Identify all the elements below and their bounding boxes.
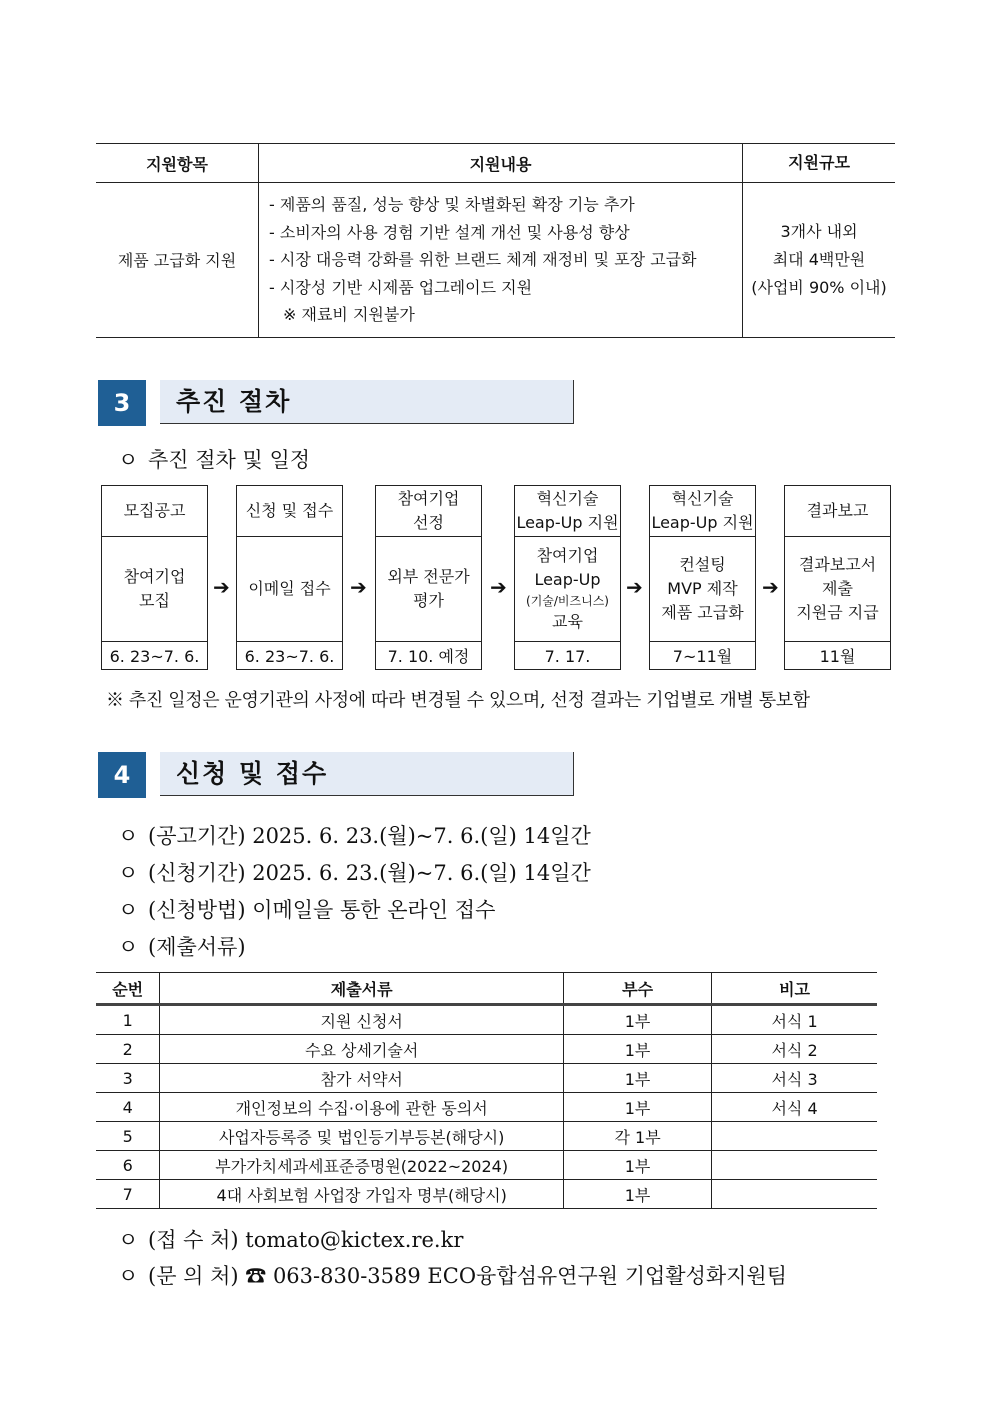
step-body: 지원금 지급 (796, 603, 879, 622)
support-scale (743, 183, 896, 338)
step-body: 결과보고서 (798, 555, 877, 574)
bullet-receipt (118, 1224, 463, 1254)
support-content-line: - 시장성 기반 시제품 업그레이드 지원 (269, 277, 533, 297)
support-item-name: 제품 고급화 지원 (96, 183, 259, 338)
section-title: 신청 및 접수 (160, 752, 574, 796)
step-head: 혁신기술 (671, 489, 734, 508)
header-support-item: 지원항목 (96, 144, 259, 183)
header-copies: 부수 (564, 973, 712, 1005)
step-body: 평가 (413, 591, 444, 610)
step-date: 7~11월 (672, 647, 733, 666)
step-body: 제출 (822, 579, 853, 598)
step-body: MVP 제작 (667, 579, 738, 598)
step-body: 참여기업 (123, 567, 186, 586)
header-no: 순번 (96, 973, 160, 1005)
arrow-right-icon: ➔ (213, 575, 230, 599)
bullet-apply-period: ㅇ (신청기간) 2025. 6. 23.(월)~7. 6.(일) 14일간 (118, 857, 591, 887)
step-body: 외부 전문가 (387, 567, 470, 586)
step-head: 참여기업 (397, 489, 460, 508)
support-scale-line: 최대 4백만원 (772, 249, 866, 269)
support-table (96, 143, 895, 338)
flow-step (101, 485, 208, 670)
step-head: 혁신기술 (536, 489, 599, 508)
step-date: 11월 (819, 647, 856, 666)
step-date: 6. 23~7. 6. (244, 647, 335, 666)
step-head: Leap-Up 지원 (516, 513, 619, 532)
arrow-right-icon: ➔ (762, 575, 779, 599)
step-body-small: (기술/비즈니스) (526, 594, 609, 608)
support-content-list (259, 183, 743, 338)
section-title: 추진 절차 (160, 380, 574, 424)
receipt-email: (접 수 처) tomato@kictex.re.kr (148, 1228, 464, 1252)
step-date: 6. 23~7. 6. (109, 647, 200, 666)
table-row: 3 참가 서약서 1부 서식 3 (96, 1064, 877, 1093)
table-row: 5 사업자등록증 및 법인등기부등본(해당시) 각 1부 (96, 1122, 877, 1151)
step-head: 신청 및 접수 (245, 501, 334, 520)
step-body: 컨설팅 (679, 555, 726, 574)
table-row: 7 4대 사회보험 사업장 가입자 명부(해당시) 1부 (96, 1180, 877, 1209)
table-row: 2 수요 상세기술서 1부 서식 2 (96, 1035, 877, 1064)
schedule-notice: ※ 추진 일정은 운영기관의 사정에 따라 변경될 수 있으며, 선정 결과는 기업별로 개별 통보함 (106, 690, 810, 711)
bullet-inquiry (118, 1260, 787, 1290)
support-scale-line: 3개사 내외 (780, 221, 858, 241)
step-body: 참여기업 (536, 546, 599, 565)
step-date: 7. 17. (544, 647, 591, 666)
bullet-mark: ㅇ (118, 448, 139, 472)
arrow-right-icon: ➔ (490, 575, 507, 599)
bullet-documents: ㅇ (제출서류) (118, 931, 246, 961)
section-number: 4 (98, 752, 146, 798)
support-scale-line: (사업비 90% 이내) (751, 277, 887, 297)
step-head: 선정 (413, 513, 444, 532)
table-row: 6 부가가치세과세표준증명원(2022~2024) 1부 (96, 1151, 877, 1180)
bullet-mark: ㅇ (118, 935, 139, 959)
flow-step (375, 485, 482, 670)
bullet-mark: ㅇ (118, 1264, 139, 1288)
header-remarks: 비고 (712, 973, 877, 1005)
step-body: 모집 (139, 591, 170, 610)
support-content-line: - 제품의 품질, 성능 향상 및 차별화된 확장 기능 추가 (269, 195, 635, 214)
bullet-notice-period: ㅇ (공고기간) 2025. 6. 23.(월)~7. 6.(일) 14일간 (118, 820, 591, 850)
table-row: 1 지원 신청서 1부 서식 1 (96, 1005, 877, 1035)
arrow-right-icon: ➔ (626, 575, 643, 599)
step-head: 결과보고 (806, 501, 869, 520)
header-support-content: 지원내용 (259, 144, 743, 183)
flow-step (649, 485, 756, 670)
flow-step (784, 485, 891, 670)
step-head: Leap-Up 지원 (651, 513, 754, 532)
section-3-header (98, 380, 578, 426)
bullet-mark: ㅇ (118, 898, 139, 922)
bullet-procedure: ㅇ 추진 절차 및 일정 (118, 444, 310, 474)
support-content-line: - 소비자의 사용 경험 기반 설계 개선 및 사용성 향상 (269, 222, 630, 242)
flow-step (514, 485, 621, 670)
bullet-mark: ㅇ (118, 824, 139, 848)
step-head: 모집공고 (123, 501, 186, 520)
bullet-mark: ㅇ (118, 861, 139, 885)
step-body: 교육 (552, 612, 583, 631)
header-support-scale: 지원규모 (743, 144, 896, 183)
table-row: 4 개인정보의 수집·이용에 관한 동의서 1부 서식 4 (96, 1093, 877, 1122)
support-content-line: - 시장 대응력 강화를 위한 브랜드 체계 재정비 및 포장 고급화 (269, 250, 697, 269)
arrow-right-icon: ➔ (350, 575, 367, 599)
step-date: 7. 10. 예정 (387, 647, 470, 666)
header-document: 제출서류 (160, 973, 564, 1005)
inquiry-contact: (문 의 처) ☎ 063-830-3589 ECO융합섬유연구원 기업활성화지원팀 (148, 1264, 787, 1288)
flow-step (236, 485, 343, 670)
section-number: 3 (98, 380, 146, 426)
bullet-apply-method: ㅇ (신청방법) 이메일을 통한 온라인 접수 (118, 894, 495, 924)
bullet-mark: ㅇ (118, 1228, 139, 1252)
step-body: 이메일 접수 (248, 579, 331, 598)
step-body: Leap-Up (534, 570, 601, 589)
section-4-header (98, 752, 578, 798)
support-note: ※ 재료비 지원불가 (283, 305, 415, 324)
documents-table (96, 972, 877, 1209)
step-body: 제품 고급화 (661, 603, 744, 622)
